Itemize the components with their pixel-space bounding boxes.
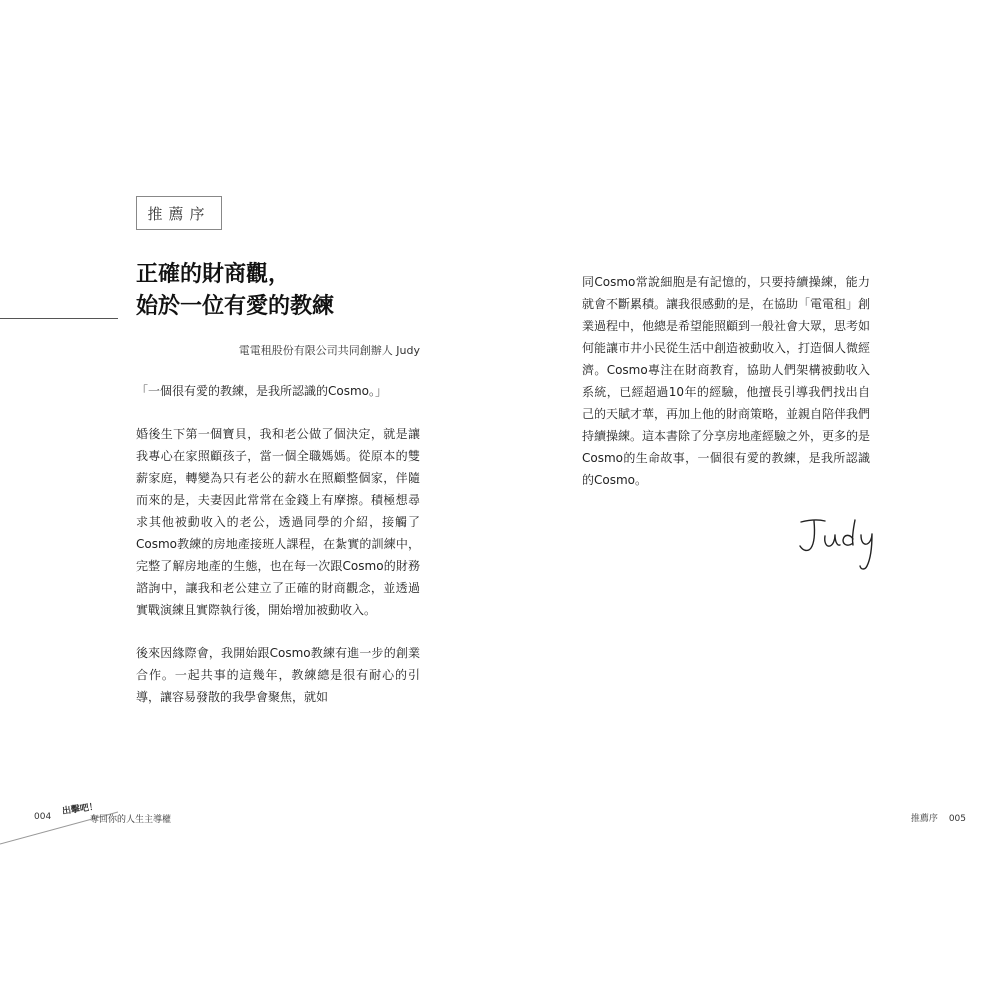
title-line-2: 始於一位有愛的教練 — [136, 293, 335, 319]
paragraph-2: 婚後生下第一個寶貝，我和老公做了個決定，就是讓我專心在家照顧孩子，當一個全職媽媽。從原本的雙薪家庭，轉變為只有老公的薪水在照顧整個家，伴隨而來的是，夫妻因此常常在金錢上有摩擦。積極想尋求其他被動收入的老公，透過同學的介紹，接觸了Cosmo教練的房地產接班人課程，在紮實的訓練中，完整了解房地產的生態，也在每一次跟Cosmo的財務諮詢中，讓我和老公建立了正確的財商觀念，並透過實戰演練且實際執行後，開始增加被動收入。 — [136, 427, 420, 617]
left-page-number: 004 — [34, 812, 52, 822]
byline: 電電租股份有限公司共同創辦人 Judy — [238, 344, 420, 357]
series-brand: 出擊吧！ — [61, 802, 99, 817]
handwritten-signature — [795, 512, 885, 576]
right-page-body — [582, 271, 870, 491]
section-tag: 推薦序 — [136, 196, 222, 230]
section-runner: 推薦序 — [910, 814, 938, 824]
paragraph-3: 後來因緣際會，我開始跟Cosmo教練有進一步的創業合作。一起共事的這幾年，教練總是很有耐心的引導，讓容易發散的我學會聚焦，就如 — [136, 646, 420, 704]
title-rule — [0, 318, 118, 319]
title-line-1: 正確的財商觀， — [136, 261, 291, 287]
right-footer — [911, 811, 966, 824]
chapter-title — [136, 258, 456, 322]
paragraph-continued: 同Cosmo常說細胞是有記憶的，只要持續操練，能力就會不斷累積。讓我很感動的是，在協助「電電租」創業過程中，他總是希望能照顧到一般社會大眾，思考如何能讓市井小民從生活中創造被動收入，打造個人微經濟。Cosmo專注在財商教育，協助人們架構被動收入系統，已經超過10年的經驗，他擅長引導我們找出自己的天賦才華，再加上他的財商策略，並親自陪伴我們持續操練。這本書除了分享房地產經驗之外，更多的是Cosmo的生命故事，一個很有愛的教練，是我所認識的Cosmo。 — [582, 275, 871, 487]
book-title-runner: 奪回你的人生主導權 — [90, 815, 172, 825]
left-page-body — [136, 380, 420, 708]
right-page-number: 005 — [948, 814, 966, 824]
paragraph-quote: 「一個很有愛的教練，是我所認識的Cosmo。」 — [136, 384, 388, 398]
signature-graphic — [795, 512, 885, 576]
